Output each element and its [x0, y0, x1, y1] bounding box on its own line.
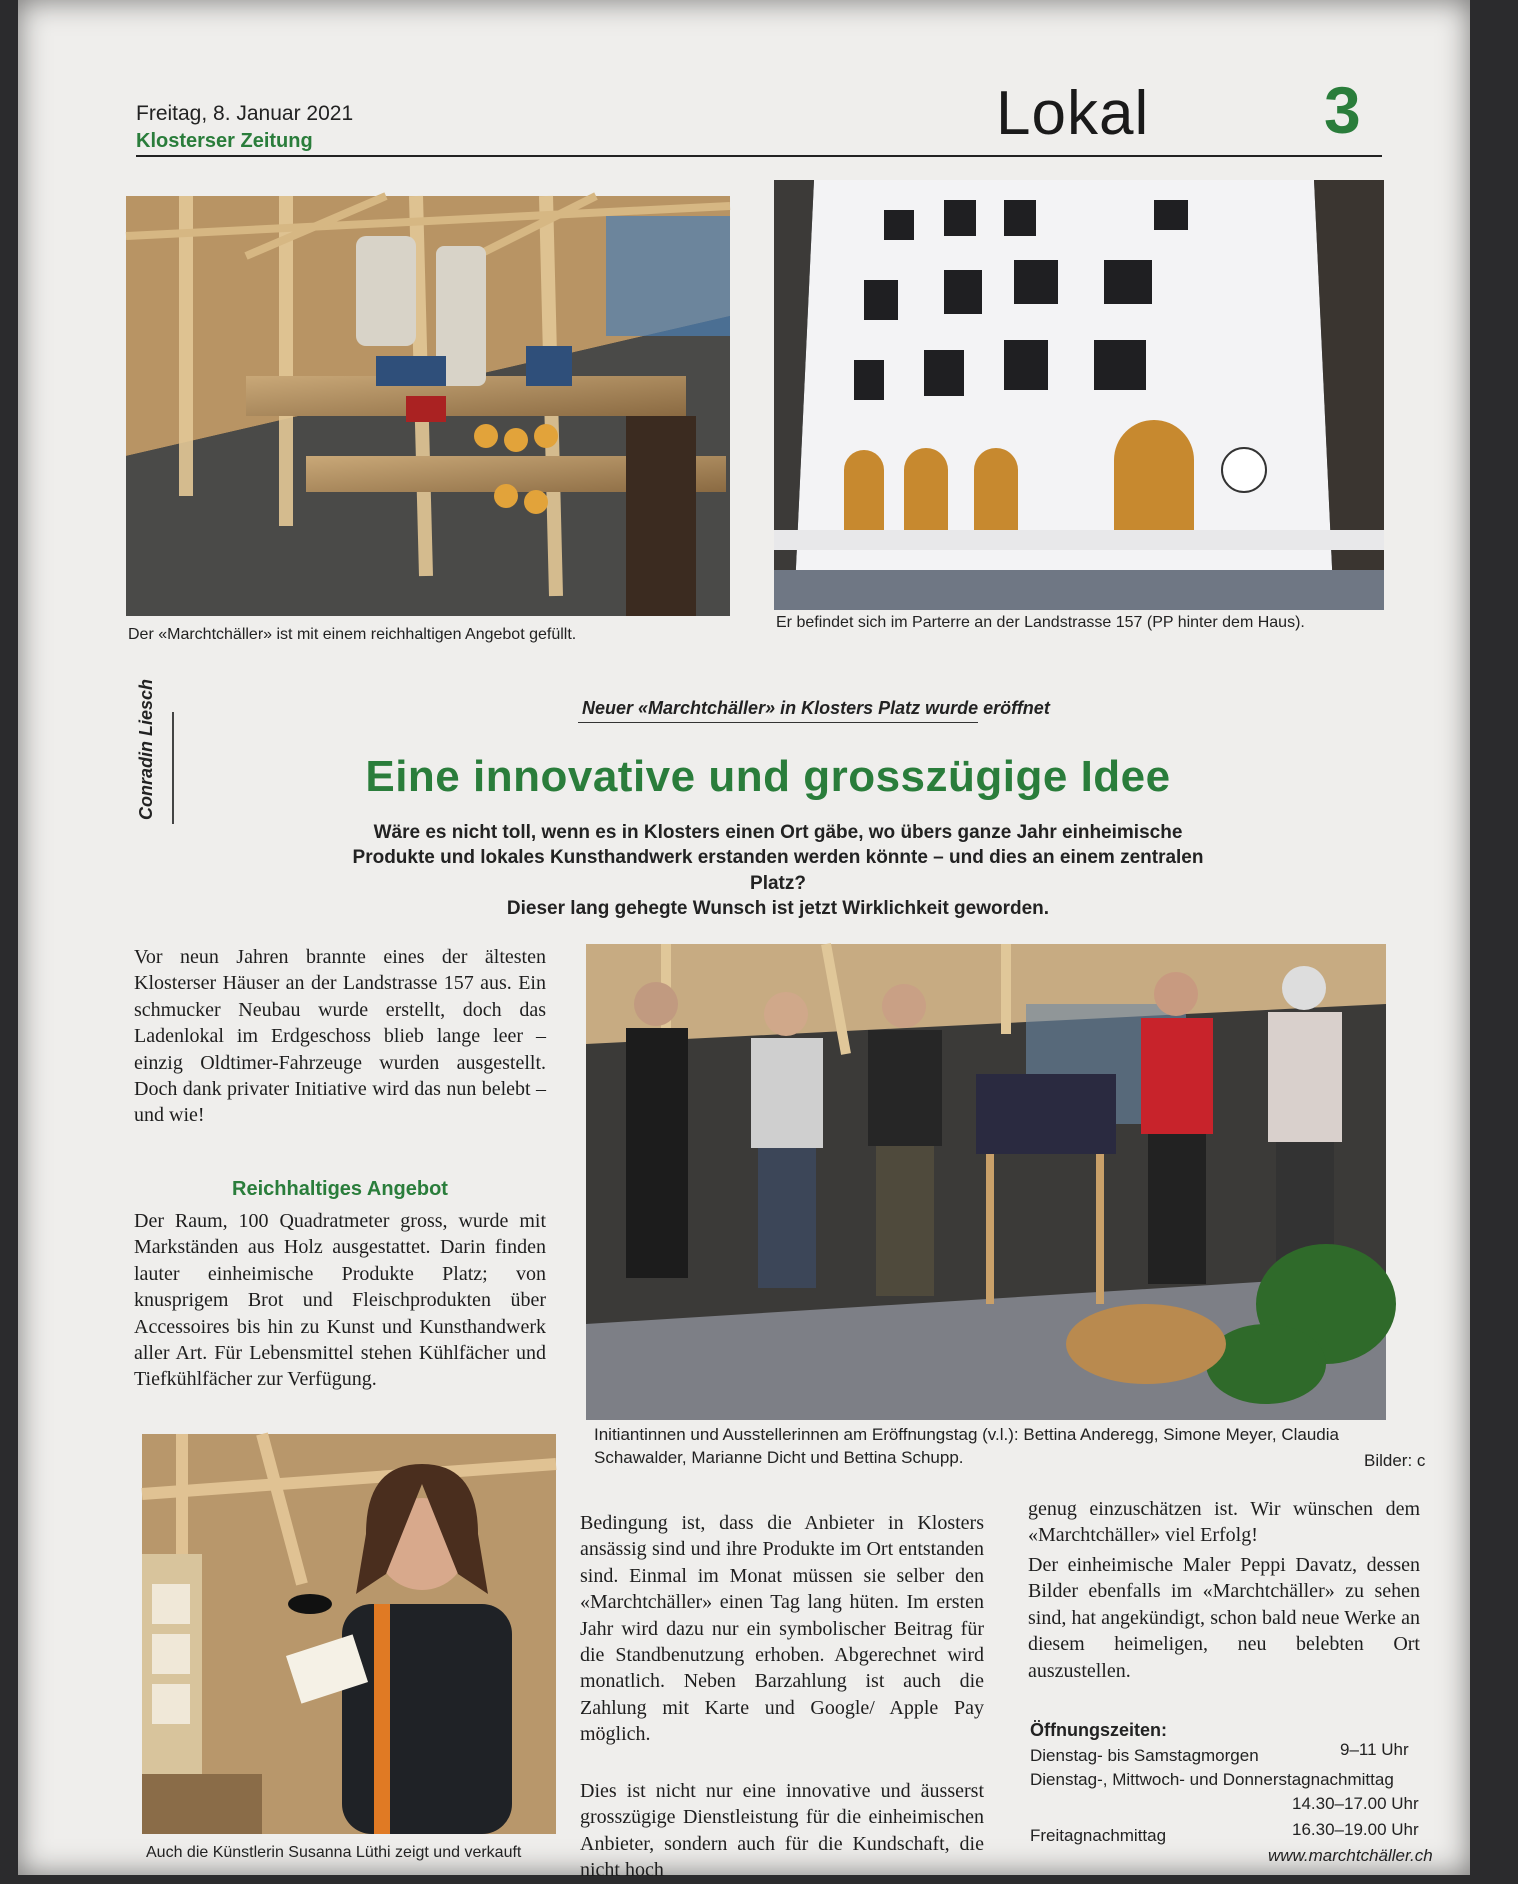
lead-line-1: Wäre es nicht toll, wenn es in Klosters einen Ort gäbe, wo übers ganze Jahr einheimische	[373, 822, 1183, 843]
caption-building: Er befindet sich im Parterre an der Landstrasse 157 (PP hinter dem Haus).	[776, 614, 1305, 631]
section-title: Lokal	[996, 79, 1150, 148]
hours-row-2-label: Dienstag-, Mittwoch- und Donnerstagnachmittag	[1030, 1770, 1394, 1789]
hours-row-3-label: Freitagnachmittag	[1030, 1826, 1167, 1845]
photo-artist	[142, 1434, 556, 1834]
opening-hours-title: Öffnungszeiten:	[1030, 1720, 1167, 1740]
article-paragraph-5: genug einzuschätzen ist. Wir wünschen dem «Marchtchäller» viel Erfolg!	[1028, 1498, 1420, 1547]
article-lead	[348, 820, 1208, 921]
newspaper-name: Klosterser Zeitung	[136, 130, 313, 152]
hours-row-3-time: 16.30–19.00 Uhr	[1292, 1820, 1419, 1839]
article-paragraph-6: Der einheimische Maler Peppi Davatz, dessen Bilder ebenfalls im «Marchtchäller» zu sehen sind, hat angekündigt, schon bald neue Werke an diesem heimeligen, neu belebten Ort auszustellen.	[1028, 1554, 1420, 1682]
caption-artist: Auch die Künstlerin Susanna Lüthi zeigt und verkauft	[146, 1844, 522, 1861]
photo-group	[586, 944, 1386, 1420]
caption-market-stalls: Der «Marchtchäller» ist mit einem reichhaltigen Angebot gefüllt.	[128, 626, 577, 643]
group-image	[586, 944, 1386, 1420]
article-paragraph-3: Bedingung ist, dass die Anbieter in Klosters ansässig sind und ihre Produkte im Ort entstanden sind. Einmal im Monat müssen sie selber den «Marchtchäller» einen Tag lang hüten. Im ersten Jahr wird dazu nur ein symbolischer Beitrag für die Standbenutzung erhoben. Abgerechnet wird monatlich. Neben Barzahlung ist auch die Zahlung mit Karte und Google/ Apple Pay möglich.	[580, 1512, 984, 1746]
article-kicker: Neuer «Marchtchäller» in Klosters Platz wurde eröffnet	[582, 698, 1050, 718]
newspaper-page	[18, 0, 1470, 1882]
kicker-rule	[578, 722, 978, 723]
hours-row-1-label: Dienstag- bis Samstagmorgen	[1030, 1746, 1259, 1765]
photo-building	[774, 180, 1384, 610]
issue-date: Freitag, 8. Januar 2021	[136, 102, 354, 125]
building-image	[774, 180, 1384, 610]
page-number: 3	[1324, 73, 1361, 147]
lead-line-3: Dieser lang gehegte Wunsch ist jetzt Wirklichkeit geworden.	[506, 897, 1050, 919]
article-paragraph-2: Der Raum, 100 Quadratmeter gross, wurde mit Markständen aus Holz ausgestattet. Darin finden lauter einheimische Produkte Platz; von knusprigem Brot und Fleischprodukten über Accessoires bis hin zu Kunst und Kunsthandwerk aller Art. Für Lebensmittel stehen Kühlfächer und Tiefkühlfächer zur Verfügung.	[134, 1210, 546, 1391]
caption-group: Initiantinnen und Ausstellerinnen am Eröffnungstag (v.l.): Bettina Anderegg, Simone Meyer, Claudia Schawalder, Marianne Dicht und Bettina Schupp.	[594, 1425, 1339, 1467]
article-author: Conradin Liesch	[136, 678, 156, 820]
artist-image	[142, 1434, 556, 1834]
photo-market-stalls	[126, 196, 730, 616]
photo-credit: Bilder: c	[1364, 1451, 1426, 1470]
masthead-rule	[136, 155, 1382, 157]
hours-row-2-time: 14.30–17.00 Uhr	[1292, 1794, 1419, 1813]
website-link[interactable]: www.marchtchäller.ch	[1268, 1846, 1433, 1865]
article-headline: Eine innovative und grosszügige Idee	[365, 752, 1171, 801]
article-paragraph-1: Vor neun Jahren brannte eines der ältesten Klosterser Häuser an der Landstrasse 157 aus. Ein schmucker Neubau wurde erstellt, doch das Ladenlokal im Erdgeschoss blieb lange leer – einzig Oldtimer-Fahrzeuge wurden ausgestellt. Doch dank privater Initiative wird das nun belebt – und wie!	[134, 946, 546, 1127]
lead-line-2: Produkte und lokales Kunsthandwerk erstanden werden könnte – und dies an einem zentralen Platz?	[352, 847, 1204, 894]
hours-row-1-time: 9–11 Uhr	[1340, 1740, 1409, 1759]
article-paragraph-4: Dies ist nicht nur eine innovative und äusserst grosszügige Dienstleistung für die einheimischen Anbieter, sondern auch für die Kundschaft, die nicht hoch	[580, 1780, 984, 1882]
market-stalls-image	[126, 196, 730, 616]
article-subhead: Reichhaltiges Angebot	[232, 1178, 448, 1200]
